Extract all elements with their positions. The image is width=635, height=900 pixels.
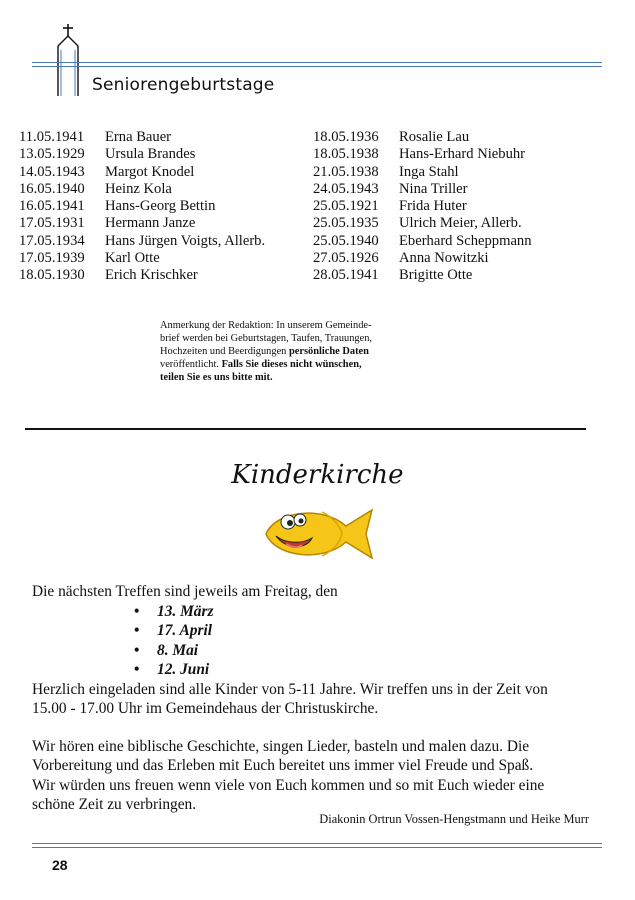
birthday-list-left bbox=[19, 129, 265, 285]
birthday-date: 13.05.1929 bbox=[19, 146, 85, 163]
birthday-name: Nina Triller bbox=[399, 180, 468, 197]
paragraph-line: 15.00 - 17.00 Uhr im Gemeindehaus der Christuskirche. bbox=[32, 700, 379, 718]
meeting-date: • 12. Juni bbox=[130, 660, 213, 679]
birthday-row bbox=[313, 250, 532, 267]
birthday-row bbox=[19, 233, 265, 250]
paragraph-line: Wir hören eine biblische Geschichte, singen Lieder, basteln und malen dazu. Die bbox=[32, 738, 530, 755]
birthday-date: 28.05.1941 bbox=[313, 267, 379, 284]
birthday-date: 21.05.1938 bbox=[313, 163, 379, 180]
birthday-name: Karl Otte bbox=[105, 250, 160, 267]
birthday-date: 16.05.1940 bbox=[19, 180, 85, 197]
birthday-name: Hermann Janze bbox=[105, 215, 196, 232]
birthday-name: Erich Krischker bbox=[105, 267, 198, 284]
birthday-name: Ursula Brandes bbox=[105, 146, 196, 163]
meeting-dates-list bbox=[130, 602, 213, 680]
birthday-row bbox=[19, 164, 265, 181]
church-logo-icon bbox=[52, 22, 88, 96]
birthday-date: 18.05.1938 bbox=[313, 146, 379, 163]
birthday-date: 25.05.1921 bbox=[313, 198, 379, 215]
birthday-date: 17.05.1931 bbox=[19, 215, 85, 232]
kinderkirche-title: Kinderkirche bbox=[231, 460, 404, 490]
birthday-row bbox=[313, 215, 532, 232]
footer-rule-bottom bbox=[32, 847, 602, 848]
birthday-name: Anna Nowitzki bbox=[399, 250, 489, 267]
birthday-row bbox=[313, 181, 532, 198]
fish-icon bbox=[262, 504, 382, 564]
birthday-row bbox=[19, 129, 265, 146]
header-rule-bottom bbox=[32, 66, 602, 67]
birthday-date: 14.05.1943 bbox=[19, 163, 85, 180]
section-title: Seniorengeburtstage bbox=[92, 75, 275, 95]
birthday-row bbox=[19, 198, 265, 215]
description-paragraph bbox=[32, 737, 602, 815]
birthday-row bbox=[313, 164, 532, 181]
paragraph-line: Vorbereitung und das Erleben mit Euch bereitet uns immer viel Freude und Spaß. bbox=[32, 757, 534, 775]
birthday-date: 25.05.1940 bbox=[313, 232, 379, 249]
birthday-date: 17.05.1934 bbox=[19, 232, 85, 249]
footer-rule-top bbox=[32, 843, 602, 844]
birthday-list-right bbox=[313, 129, 532, 285]
birthday-name: Rosalie Lau bbox=[399, 129, 470, 145]
signature: Diakonin Ortrun Vossen-Hengstmann und Heike Murr bbox=[319, 812, 589, 826]
birthday-row bbox=[19, 146, 265, 163]
birthday-date: 16.05.1941 bbox=[19, 198, 85, 215]
paragraph-line: schöne Zeit zu verbringen. bbox=[32, 796, 197, 814]
birthday-row bbox=[313, 146, 532, 163]
birthday-row bbox=[19, 181, 265, 198]
birthday-name: Hans Jürgen Voigts, Allerb. bbox=[105, 232, 266, 249]
paragraph-line: Wir würden uns freuen wenn viele von Euch kommen und so mit Euch wieder eine bbox=[32, 776, 545, 794]
birthday-date: 11.05.1941 bbox=[19, 129, 85, 145]
birthday-date: 27.05.1926 bbox=[313, 250, 379, 267]
birthday-name: Frida Huter bbox=[399, 198, 467, 215]
birthday-row bbox=[313, 233, 532, 250]
meeting-date: • 8. Mai bbox=[130, 641, 213, 660]
meeting-date: • 13. März bbox=[130, 602, 213, 621]
birthday-row bbox=[313, 129, 532, 146]
note-line: veröffentlicht. Falls Sie dieses nicht wünschen, bbox=[160, 359, 362, 371]
page-number: 28 bbox=[52, 857, 68, 873]
birthday-date: 18.05.1936 bbox=[313, 129, 379, 145]
birthday-date: 18.05.1930 bbox=[19, 267, 85, 284]
birthday-name: Eberhard Scheppmann bbox=[399, 232, 532, 249]
note-line: Anmerkung der Redaktion: In unserem Gemeinde- bbox=[160, 320, 372, 331]
birthday-name: Ulrich Meier, Allerb. bbox=[399, 215, 522, 232]
birthday-row bbox=[19, 215, 265, 232]
birthday-name: Inga Stahl bbox=[399, 163, 459, 180]
note-line: brief werden bei Geburtstagen, Taufen, Trauungen, bbox=[160, 333, 373, 345]
birthday-row bbox=[313, 198, 532, 215]
birthday-name: Hans-Georg Bettin bbox=[105, 198, 216, 215]
birthday-row bbox=[19, 250, 265, 267]
header-rule-top bbox=[32, 62, 602, 63]
birthday-name: Hans-Erhard Niebuhr bbox=[399, 146, 526, 163]
meeting-date: • 17. April bbox=[130, 621, 213, 640]
birthday-row bbox=[19, 267, 265, 284]
invitation-paragraph bbox=[32, 680, 602, 719]
birthday-row bbox=[313, 267, 532, 284]
note-line: Hochzeiten und Beerdigungen persönliche Daten bbox=[160, 346, 369, 358]
birthday-date: 24.05.1943 bbox=[313, 180, 379, 197]
birthday-name: Heinz Kola bbox=[105, 180, 172, 197]
paragraph-line: Herzlich eingeladen sind alle Kinder von 5-11 Jahre. Wir treffen uns in der Zeit von bbox=[32, 681, 548, 698]
kinderkirche-intro: Die nächsten Treffen sind jeweils am Freitag, den bbox=[32, 583, 338, 600]
birthday-name: Brigitte Otte bbox=[399, 267, 473, 284]
birthday-name: Margot Knodel bbox=[105, 163, 195, 180]
note-line: teilen Sie es uns bitte mit. bbox=[160, 372, 273, 384]
birthday-date: 17.05.1939 bbox=[19, 250, 85, 267]
birthday-date: 25.05.1935 bbox=[313, 215, 379, 232]
editorial-note bbox=[160, 319, 412, 384]
section-divider bbox=[25, 428, 586, 430]
birthday-name: Erna Bauer bbox=[105, 129, 172, 145]
